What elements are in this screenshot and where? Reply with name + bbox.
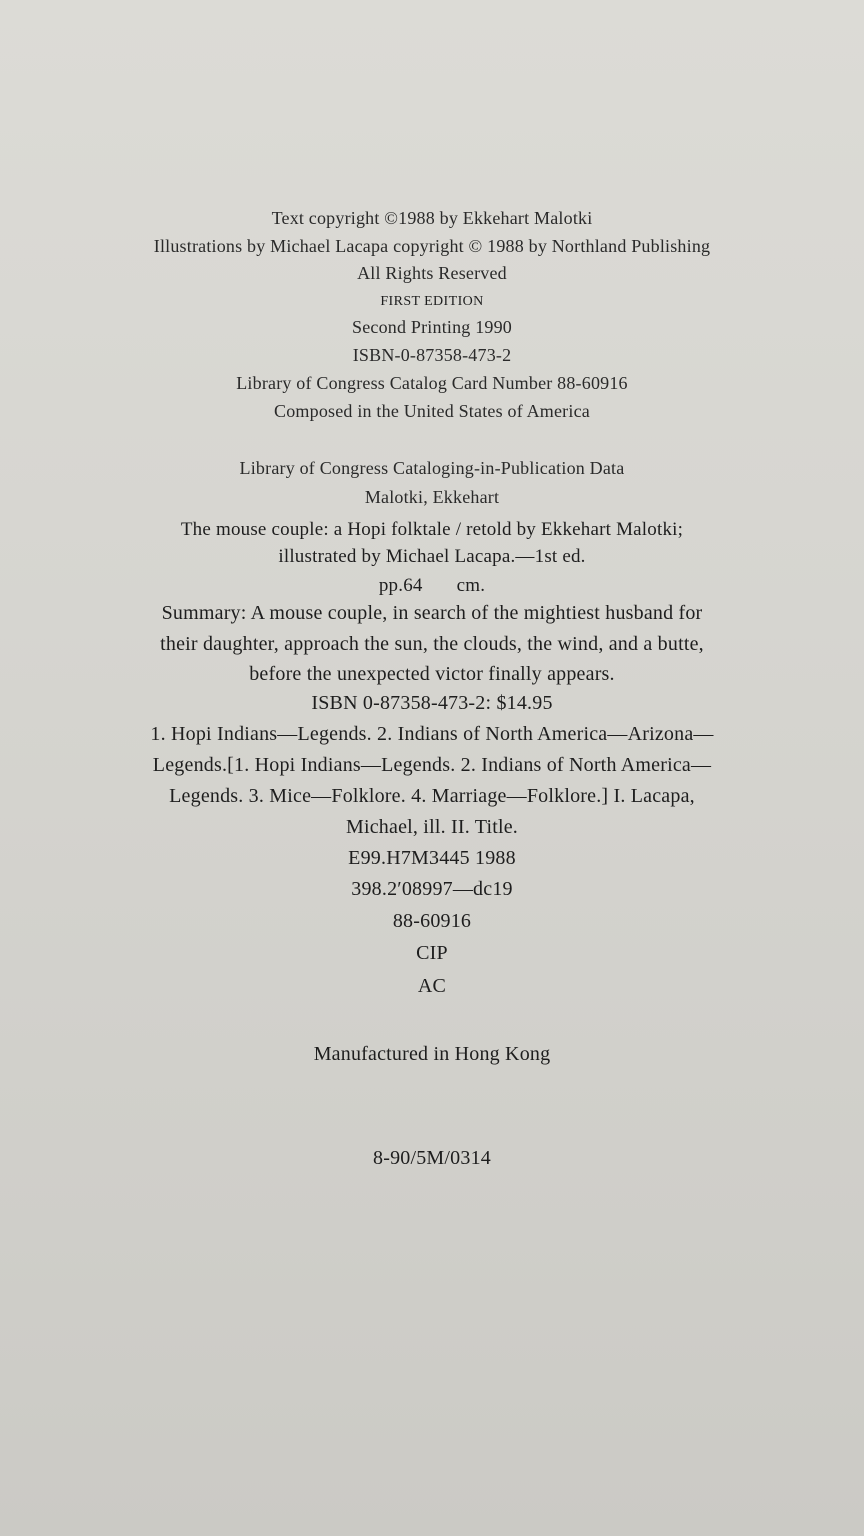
rights-reserved: All Rights Reserved xyxy=(357,263,507,283)
cip-subject-line: Legends. 3. Mice—Folklore. 4. Marriage—Folklore.] I. Lacapa, xyxy=(169,785,695,807)
cip-subject-line: 1. Hopi Indians—Legends. 2. Indians of North America—Arizona— xyxy=(150,723,714,745)
composed-in: Composed in the United States of America xyxy=(274,401,590,421)
cip-subject-line: Michael, ill. II. Title. xyxy=(345,816,519,838)
ac-mark: AC xyxy=(417,975,447,997)
cip-isbn-price: ISBN 0-87358-473-2: $14.95 xyxy=(311,692,553,714)
text-copyright: Text copyright ©1988 by Ekkehart Malotki xyxy=(271,208,593,228)
print-code: 8-90/5M/0314 xyxy=(373,1147,491,1169)
cip-card-number: 88-60916 xyxy=(392,910,472,932)
cip-mark: CIP xyxy=(416,942,448,964)
cip-pages: pp.64 xyxy=(378,575,423,596)
cip-lc-class: E99.H7M3445 1988 xyxy=(348,847,516,869)
cip-title-line: illustrated by Michael Lacapa.—1st ed. xyxy=(278,546,586,567)
cip-physical-description xyxy=(0,574,864,598)
lccn: Library of Congress Catalog Card Number 88-60916 xyxy=(236,373,628,393)
cip-summary-line: Summary: A mouse couple, in search of the mightiest husband for xyxy=(161,602,703,624)
cip-summary-line: before the unexpected victor finally appears. xyxy=(249,663,615,685)
cip-summary-line: their daughter, approach the sun, the clouds, the wind, and a butte, xyxy=(160,633,704,655)
cip-size: cm. xyxy=(456,575,486,596)
cip-title-line: The mouse couple: a Hopi folktale / retold by Ekkehart Malotki; xyxy=(180,519,684,540)
cip-subject-line: Legends.[1. Hopi Indians—Legends. 2. Indians of North America— xyxy=(152,754,712,776)
illustrations-copyright: Illustrations by Michael Lacapa copyright © 1988 by Northland Publishing xyxy=(153,236,711,256)
cip-heading: Library of Congress Cataloging-in-Publication Data xyxy=(239,458,625,478)
cip-author: Malotki, Ekkehart xyxy=(364,487,500,507)
isbn: ISBN-0-87358-473-2 xyxy=(352,345,512,365)
manufactured-in: Manufactured in Hong Kong xyxy=(313,1043,551,1065)
printing: Second Printing 1990 xyxy=(352,317,512,337)
edition: FIRST EDITION xyxy=(380,294,484,309)
cip-dewey: 398.2′08997—dc19 xyxy=(351,878,513,900)
